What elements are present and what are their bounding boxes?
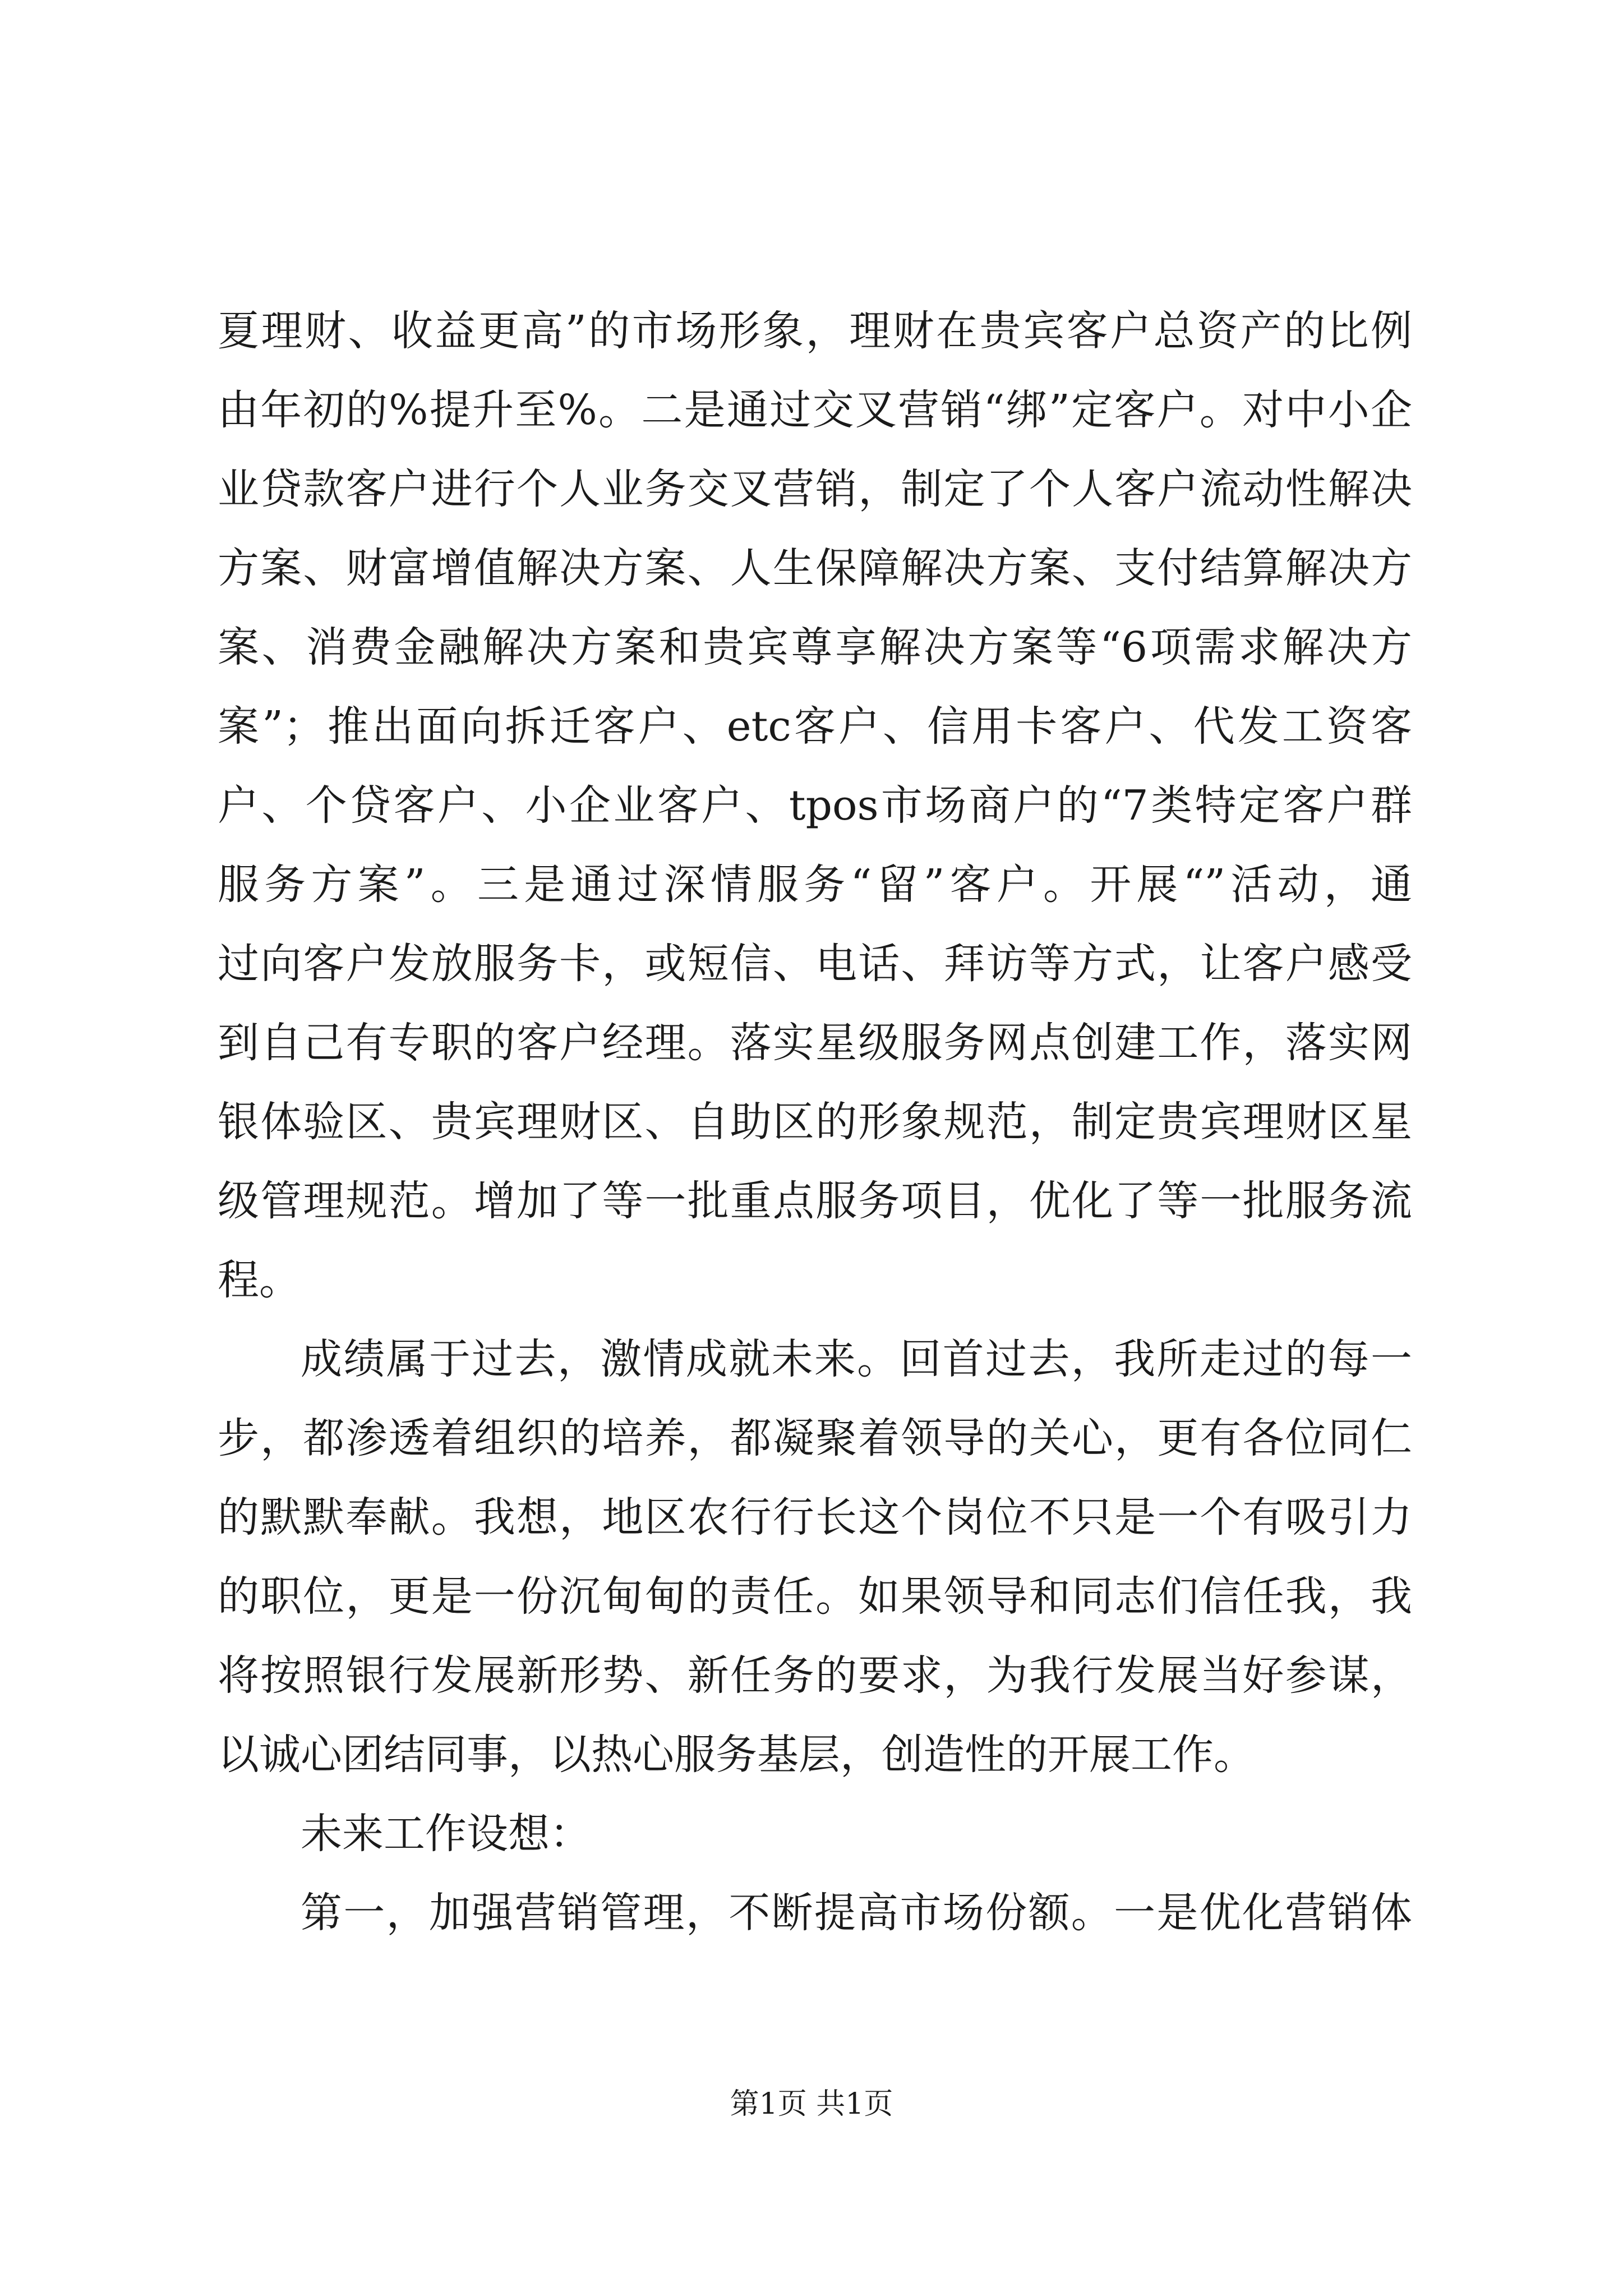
document-body: [218, 292, 1412, 1953]
text-line: 未来工作设想：: [301, 1810, 591, 1858]
text-line: 过向客户发放服务卡，或短信、电话、拜访等方式，让客户感受: [218, 940, 1412, 988]
text-line: 以诚心团结同事，以热心服务基层，创造性的开展工作。: [218, 1731, 1255, 1779]
text-line: 户、个贷客户、小企业客户、tpos市场商户的“7类特定客户群: [218, 781, 1412, 830]
text-line: 夏理财、收益更高”的市场形象，理财在贵宾客户总资产的比例: [218, 307, 1412, 355]
text-line: 第一，加强营销管理，不断提高市场份额。一是优化营销体: [301, 1889, 1412, 1937]
text-line: 方案、财富增值解决方案、人生保障解决方案、支付结算解决方: [218, 544, 1412, 592]
text-line: 业贷款客户进行个人业务交叉营销，制定了个人客户流动性解决: [218, 465, 1412, 513]
text-line: 程。: [218, 1256, 301, 1304]
text-line: 案”；推出面向拆迁客户、etc客户、信用卡客户、代发工资客: [218, 702, 1412, 751]
text-line: 案、消费金融解决方案和贵宾尊享解决方案等“6项需求解决方: [218, 623, 1412, 671]
text-line: 的职位，更是一份沉甸甸的责任。如果领导和同志们信任我，我: [218, 1572, 1412, 1621]
text-line: 由年初的%提升至%。二是通过交叉营销“绑”定客户。对中小企: [218, 386, 1412, 434]
text-line: 服务方案”。三是通过深情服务“留”客户。开展“”活动，通: [218, 861, 1412, 909]
page-footer: 第1页 共1页: [730, 2087, 893, 2121]
text-line: 级管理规范。增加了等一批重点服务项目，优化了等一批服务流: [218, 1177, 1412, 1225]
text-line: 步，都渗透着组织的培养，都凝聚着领导的关心，更有各位同仁: [218, 1414, 1412, 1462]
text-line: 的默默奉献。我想，地区农行行长这个岗位不只是一个有吸引力: [218, 1493, 1412, 1542]
text-line: 将按照银行发展新形势、新任务的要求，为我行发展当好参谋，: [218, 1651, 1412, 1700]
text-line: 成绩属于过去，激情成就未来。回首过去，我所走过的每一: [301, 1335, 1412, 1383]
text-line: 银体验区、贵宾理财区、自助区的形象规范，制定贵宾理财区星: [218, 1098, 1412, 1146]
text-line: 到自己有专职的客户经理。落实星级服务网点创建工作，落实网: [218, 1019, 1412, 1067]
